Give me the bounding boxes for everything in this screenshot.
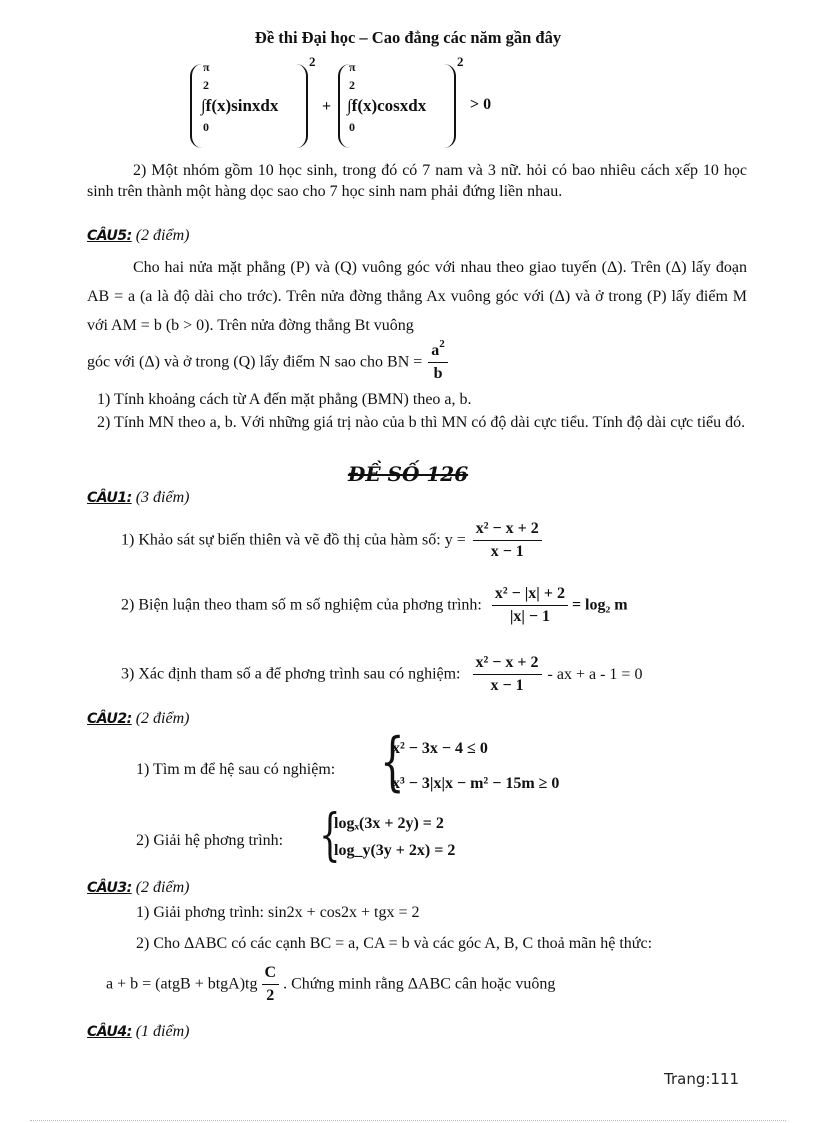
lower-limit-1: 0 bbox=[203, 120, 209, 134]
cau3-label: CÂU3: bbox=[87, 880, 132, 896]
cau4-points: (1 điểm) bbox=[135, 1023, 190, 1040]
c2-item2-line2: log_y(3y + 2x) = 2 bbox=[334, 842, 456, 859]
c3-item2b bbox=[106, 962, 555, 1007]
c2-item2-brace: { bbox=[319, 803, 341, 868]
c1-item2 bbox=[121, 583, 628, 628]
c1-item2-text: 2) Biện luận theo tham số m số nghiệm của phơng trình: bbox=[121, 596, 482, 614]
upper-limit-1: π bbox=[203, 60, 210, 74]
c1-item3-num: x² − x + 2 bbox=[473, 652, 542, 675]
bn-numerator-exp: 2 bbox=[439, 338, 445, 350]
plus-sign: + bbox=[322, 98, 332, 115]
bn-denominator: b bbox=[433, 365, 443, 382]
c1-item1-text: 1) Khảo sát sự biến thiên và vẽ đồ thị của hàm số: y = bbox=[121, 531, 466, 549]
c1-item2-den: |x| − 1 bbox=[509, 608, 550, 625]
page-header: Đề thi Đại học – Cao đẳng các năm gần đây bbox=[254, 28, 562, 47]
paragraph-nhom: 2) Một nhóm gồm 10 học sinh, trong đó có 7 nam và 3 nữ. hỏi có bao nhiêu cách xếp 10 học sinh trên thành một hàng dọc sao cho 7 học sinh nam phải đứng liền nhau. bbox=[87, 162, 747, 200]
cau5-points: (2 điểm) bbox=[135, 227, 190, 244]
bn-numerator: a bbox=[431, 342, 440, 359]
c1-item1 bbox=[121, 518, 542, 563]
cau4-label: CÂU4: bbox=[87, 1024, 132, 1040]
c2-item1-text: 1) Tìm m để hệ sau có nghiệm: bbox=[136, 761, 336, 778]
right-paren-2 bbox=[444, 64, 456, 148]
c1-item3 bbox=[121, 652, 642, 697]
c2-item2-text: 2) Giải hệ phơng trình: bbox=[136, 832, 284, 849]
upper-limit-1b: 2 bbox=[203, 78, 209, 92]
bn-fraction bbox=[428, 340, 448, 385]
right-paren-1 bbox=[296, 64, 308, 148]
c1-item3-rhs: - ax + a - 1 = 0 bbox=[547, 665, 643, 683]
item-tinh-kc: 1) Tính khoảng cách từ A đến mặt phẳng (BMN) theo a, b. bbox=[97, 391, 472, 408]
cau3-heading bbox=[87, 879, 189, 897]
c1-item1-den: x − 1 bbox=[490, 543, 524, 560]
lower-limit-2: 0 bbox=[349, 120, 355, 134]
exam-title: ĐỀ SỐ 126 bbox=[347, 462, 469, 486]
c1-item3-den: x − 1 bbox=[490, 677, 524, 694]
bn-line bbox=[87, 340, 448, 386]
integral-inequality bbox=[190, 54, 520, 152]
c3-item2b-num: C bbox=[262, 962, 280, 985]
cau5-heading bbox=[87, 227, 189, 245]
cau1-label: CÂU1: bbox=[87, 490, 132, 506]
cau5-label: CÂU5: bbox=[87, 228, 132, 244]
page-footer: Trang:111 bbox=[664, 1070, 740, 1088]
c2-item1-line2: x³ − 3|x|x − m² − 15m ≥ 0 bbox=[392, 775, 560, 792]
c1-item3-fraction bbox=[473, 652, 542, 697]
c3-item2b-pre: a + b = (atgB + btgA)tg bbox=[106, 975, 258, 993]
item-tinh-mn: 2) Tính MN theo a, b. Với những giá trị nào của b thì MN có độ dài cực tiểu. Tính độ dài cực tiểu đó. bbox=[97, 414, 746, 431]
upper-limit-2b: 2 bbox=[349, 78, 355, 92]
cau2-points: (2 điểm) bbox=[135, 710, 190, 727]
c3-item2: 2) Cho ΔABC có các cạnh BC = a, CA = b và các góc A, B, C thoả mãn hệ thức: bbox=[136, 935, 653, 952]
integral-term-2: ∫f(x)cosxdx bbox=[347, 96, 427, 115]
c1-item1-num: x² − x + 2 bbox=[473, 518, 542, 541]
integral-term-1: ∫f(x)sinxdx bbox=[201, 96, 279, 115]
exponent-1: 2 bbox=[309, 54, 316, 69]
upper-limit-2: π bbox=[349, 60, 356, 74]
c3-item2b-fraction bbox=[262, 962, 280, 1007]
paragraph-goc-voi: góc với (Δ) và ở trong (Q) lấy điểm N sao cho BN = bbox=[87, 353, 423, 371]
bottom-divider bbox=[30, 1120, 786, 1121]
c3-item1: 1) Giải phơng trình: sin2x + cos2x + tgx = 2 bbox=[136, 904, 420, 921]
c3-item2b-den: 2 bbox=[266, 987, 275, 1004]
cau4-heading bbox=[87, 1023, 189, 1041]
c1-item2-rhs: = log₂ m bbox=[571, 596, 628, 614]
c2-item1-brace: { bbox=[380, 725, 405, 799]
c1-item2-num: x² − |x| + 2 bbox=[492, 583, 568, 606]
c1-item1-fraction bbox=[473, 518, 542, 563]
inequality-rhs: > 0 bbox=[470, 96, 492, 113]
c2-item1-line1: x² − 3x − 4 ≤ 0 bbox=[392, 740, 488, 757]
c1-item2-fraction bbox=[492, 583, 568, 628]
cau1-points: (3 điểm) bbox=[135, 489, 190, 506]
cau1-heading bbox=[87, 489, 189, 507]
cau2-heading bbox=[87, 710, 189, 728]
c1-item3-text: 3) Xác định tham số a để phơng trình sau có nghiệm: bbox=[121, 665, 461, 683]
exponent-2: 2 bbox=[457, 54, 464, 69]
paragraph-cho-hai: Cho hai nửa mặt phẳng (P) và (Q) vuông góc với nhau theo giao tuyến (Δ). Trên (Δ) lấy đoạn AB = a (a là độ dài cho trớc). Trên nửa đờng thẳng Ax vuông góc với (Δ) và ở trong (P) lấy điểm M với AM = b (b > 0). Trên nửa đờng thẳng Bt vuông bbox=[87, 259, 748, 334]
c3-item2b-post: . Chứng minh rằng ΔABC cân hoặc vuông bbox=[283, 975, 556, 993]
c2-item2-line1: logₓ(3x + 2y) = 2 bbox=[334, 815, 444, 832]
cau2-label: CÂU2: bbox=[87, 711, 132, 727]
cau3-points: (2 điểm) bbox=[135, 879, 190, 896]
